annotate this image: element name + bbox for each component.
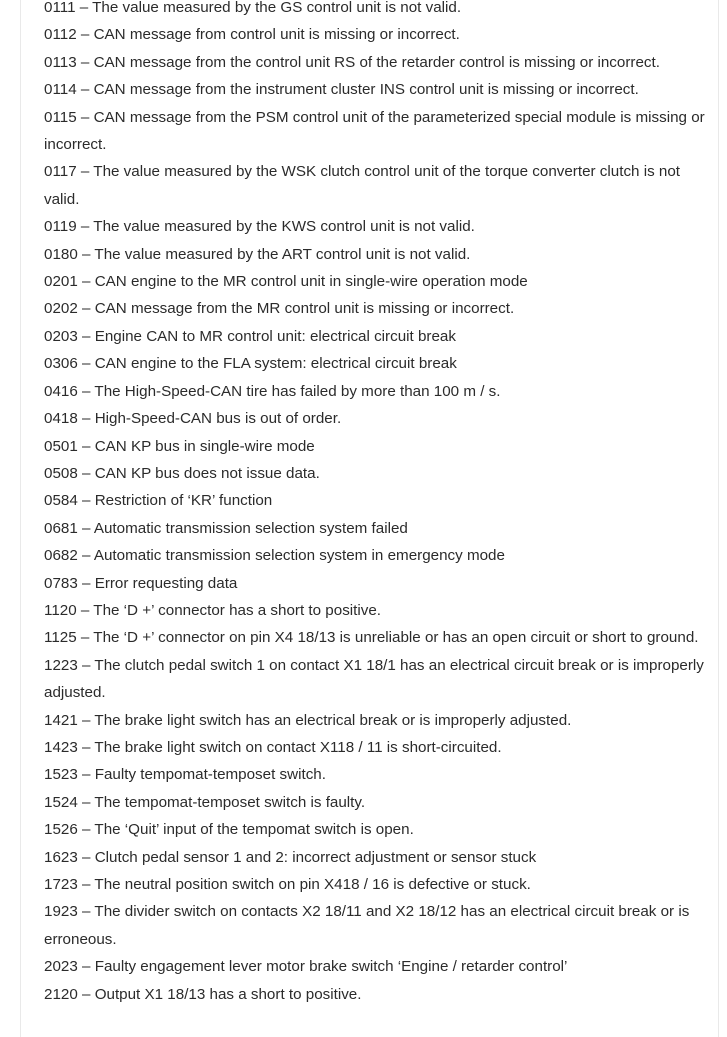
fault-code-entry: 1421 – The brake light switch has an electrical break or is improperly adjusted. xyxy=(44,711,572,729)
fault-description: CAN KP bus in single-wire mode xyxy=(94,437,315,455)
fault-code: 1723 xyxy=(44,876,78,893)
fault-description: Faulty engagement lever motor brake switch ‘Engine / retarder control’ xyxy=(94,958,568,976)
fault-description: The value measured by the GS control unit is not valid. xyxy=(92,0,462,16)
fault-description: The value measured by the KWS control unit is not valid. xyxy=(93,218,475,236)
fault-description: The neutral position switch on pin X418 / 16 is defective or stuck. xyxy=(94,876,531,893)
fault-code-entry: 0418 – High-Speed-CAN bus is out of order. xyxy=(44,410,342,428)
fault-description: The brake light switch has an electrical break or is improperly adjusted. xyxy=(94,711,572,729)
fault-code-entry: 0114 – CAN message from the instrument cluster INS control unit is missing or incorrect. xyxy=(44,81,639,99)
fault-code: 1223 xyxy=(44,656,78,674)
fault-description: The ‘D +’ connector has a short to positive. xyxy=(93,601,382,619)
fault-description: CAN message from control unit is missing or incorrect. xyxy=(93,26,460,44)
fault-code-entry: 0783 – Error requesting data xyxy=(44,574,238,592)
fault-code: 0508 xyxy=(44,464,78,482)
fault-code: 0501 xyxy=(44,437,78,455)
left-border xyxy=(20,0,21,1037)
fault-description: The value measured by the ART control unit is not valid. xyxy=(94,245,471,263)
right-border xyxy=(718,0,719,1037)
fault-code: 0416 xyxy=(44,382,78,400)
fault-description: Restriction of ‘KR’ function xyxy=(94,492,273,510)
fault-description: The tempomat-temposet switch is faulty. xyxy=(94,793,366,811)
fault-description: CAN engine to the FLA system: electrical circuit break xyxy=(94,355,457,373)
fault-code: 2120 xyxy=(44,985,78,1003)
fault-code-entry: 0119 – The value measured by the KWS control unit is not valid. xyxy=(44,218,475,236)
fault-code: 0119 xyxy=(44,218,77,236)
fault-code: 0115 xyxy=(44,108,77,126)
fault-description: The ‘Quit’ input of the tempomat switch is open. xyxy=(94,821,414,839)
fault-code: 1125 xyxy=(44,629,77,647)
fault-description: Output X1 18/13 has a short to positive. xyxy=(94,985,362,1003)
fault-code-entry: 0203 – Engine CAN to MR control unit: electrical circuit break xyxy=(44,327,456,345)
fault-description: Engine CAN to MR control unit: electrical circuit break xyxy=(94,327,456,345)
fault-code: 0114 xyxy=(44,81,77,99)
fault-code: 0682 xyxy=(44,547,78,565)
fault-code-entry: 0112 – CAN message from control unit is missing or incorrect. xyxy=(44,26,460,44)
fault-code: 1421 xyxy=(44,711,78,729)
fault-code-entry: 0681 – Automatic transmission selection system failed xyxy=(44,519,408,537)
fault-code-entry: 1125 – The ‘D +’ connector on pin X4 18/13 is unreliable or has an open circuit or short to ground. xyxy=(44,629,699,647)
fault-code: 0112 xyxy=(44,26,77,44)
fault-code-entry: 1120 – The ‘D +’ connector has a short to positive. xyxy=(44,601,382,619)
fault-description: CAN message from the PSM control unit of the parameterized special module is missing or incorrect. xyxy=(44,108,709,154)
fault-code-entry: 1723 – The neutral position switch on pin X418 / 16 is defective or stuck. xyxy=(44,876,531,893)
fault-code: 0117 xyxy=(44,163,77,181)
fault-description: CAN message from the instrument cluster INS control unit is missing or incorrect. xyxy=(93,81,639,99)
fault-code: 0113 xyxy=(44,53,77,71)
fault-code: 1423 xyxy=(44,738,78,756)
fault-description: The ‘D +’ connector on pin X4 18/13 is unreliable or has an open circuit or short to ground. xyxy=(93,629,699,647)
fault-code-entry: 0111 – The value measured by the GS control unit is not valid. xyxy=(44,0,462,16)
fault-code: 0203 xyxy=(44,327,78,345)
fault-code: 0180 xyxy=(44,245,78,263)
fault-description: The brake light switch on contact X118 / 11 is short-circuited. xyxy=(94,738,502,756)
fault-code-entry: 1526 – The ‘Quit’ input of the tempomat switch is open. xyxy=(44,821,414,839)
fault-code: 2023 xyxy=(44,958,78,976)
fault-description: CAN message from the control unit RS of the retarder control is missing or incorrect. xyxy=(93,53,660,71)
fault-description: CAN engine to the MR control unit in single-wire operation mode xyxy=(94,273,528,291)
fault-code: 0418 xyxy=(44,410,78,428)
fault-code-entry: 1524 – The tempomat-temposet switch is faulty. xyxy=(44,793,366,811)
fault-code-entry: 0508 – CAN KP bus does not issue data. xyxy=(44,464,320,482)
fault-code-entry: 1423 – The brake light switch on contact X118 / 11 is short-circuited. xyxy=(44,738,502,756)
fault-description: The divider switch on contacts X2 18/11 and X2 18/12 has an electrical circuit break or is erroneous. xyxy=(44,903,694,948)
fault-code-entry: 1523 – Faulty tempomat-temposet switch. xyxy=(44,766,326,784)
fault-code: 1923 xyxy=(44,903,78,921)
fault-code: 0201 xyxy=(44,273,78,291)
fault-code: 1623 xyxy=(44,848,78,866)
fault-code-entry: 2023 – Faulty engagement lever motor brake switch ‘Engine / retarder control’ xyxy=(44,958,568,976)
fault-code-entry: 0117 – The value measured by the WSK clutch control unit of the torque converter clutch is not valid. xyxy=(44,163,685,208)
fault-code-entry: 0202 – CAN message from the MR control unit is missing or incorrect. xyxy=(44,300,515,318)
fault-description: Error requesting data xyxy=(94,574,238,592)
fault-description: The High-Speed-CAN tire has failed by more than 100 m / s. xyxy=(94,382,501,400)
fault-code: 1524 xyxy=(44,793,78,811)
fault-code-entry: 1623 – Clutch pedal sensor 1 and 2: incorrect adjustment or sensor stuck xyxy=(44,848,537,866)
fault-code-entry: 0306 – CAN engine to the FLA system: electrical circuit break xyxy=(44,355,457,373)
fault-code-entry: 0682 – Automatic transmission selection system in emergency mode xyxy=(44,547,505,565)
fault-code-entry: 0180 – The value measured by the ART control unit is not valid. xyxy=(44,245,471,263)
fault-code: 1526 xyxy=(44,821,78,839)
fault-code: 0584 xyxy=(44,492,78,510)
fault-code-entry: 0201 – CAN engine to the MR control unit in single-wire operation mode xyxy=(44,273,528,291)
fault-code: 1120 xyxy=(44,601,77,619)
fault-code: 0306 xyxy=(44,355,78,373)
fault-description: CAN KP bus does not issue data. xyxy=(94,464,320,482)
fault-code-list xyxy=(44,0,709,1008)
fault-code-entry: 2120 – Output X1 18/13 has a short to positive. xyxy=(44,985,362,1003)
fault-code: 0111 xyxy=(44,0,76,16)
fault-code-entry: 0584 – Restriction of ‘KR’ function xyxy=(44,492,273,510)
fault-code-entry: 0416 – The High-Speed-CAN tire has failed by more than 100 m / s. xyxy=(44,382,501,400)
fault-code-entry: 1223 – The clutch pedal switch 1 on contact X1 18/1 has an electrical circuit break or is improperly adjusted. xyxy=(44,656,709,702)
fault-description: Faulty tempomat-temposet switch. xyxy=(94,766,326,784)
fault-description: Automatic transmission selection system failed xyxy=(93,519,408,537)
fault-description: Clutch pedal sensor 1 and 2: incorrect adjustment or sensor stuck xyxy=(94,848,537,866)
fault-description: CAN message from the MR control unit is missing or incorrect. xyxy=(94,300,515,318)
fault-code: 0202 xyxy=(44,300,78,318)
fault-code-entry: 0501 – CAN KP bus in single-wire mode xyxy=(44,437,315,455)
fault-code-entry: 0115 – CAN message from the PSM control unit of the parameterized special module is missing or incorrect. xyxy=(44,108,709,154)
fault-description: Automatic transmission selection system in emergency mode xyxy=(93,547,505,565)
fault-description: The clutch pedal switch 1 on contact X1 18/1 has an electrical circuit break or is improperly adjusted. xyxy=(44,656,709,702)
fault-code-entry: 0113 – CAN message from the control unit RS of the retarder control is missing or incorrect. xyxy=(44,53,660,71)
fault-code: 0783 xyxy=(44,574,78,592)
fault-description: The value measured by the WSK clutch control unit of the torque converter clutch is not valid. xyxy=(44,163,685,208)
fault-description: High-Speed-CAN bus is out of order. xyxy=(94,410,342,428)
fault-code: 0681 xyxy=(44,519,78,537)
fault-code: 1523 xyxy=(44,766,78,784)
fault-code-entry: 1923 – The divider switch on contacts X2 18/11 and X2 18/12 has an electrical circuit break or is erroneous. xyxy=(44,903,694,948)
